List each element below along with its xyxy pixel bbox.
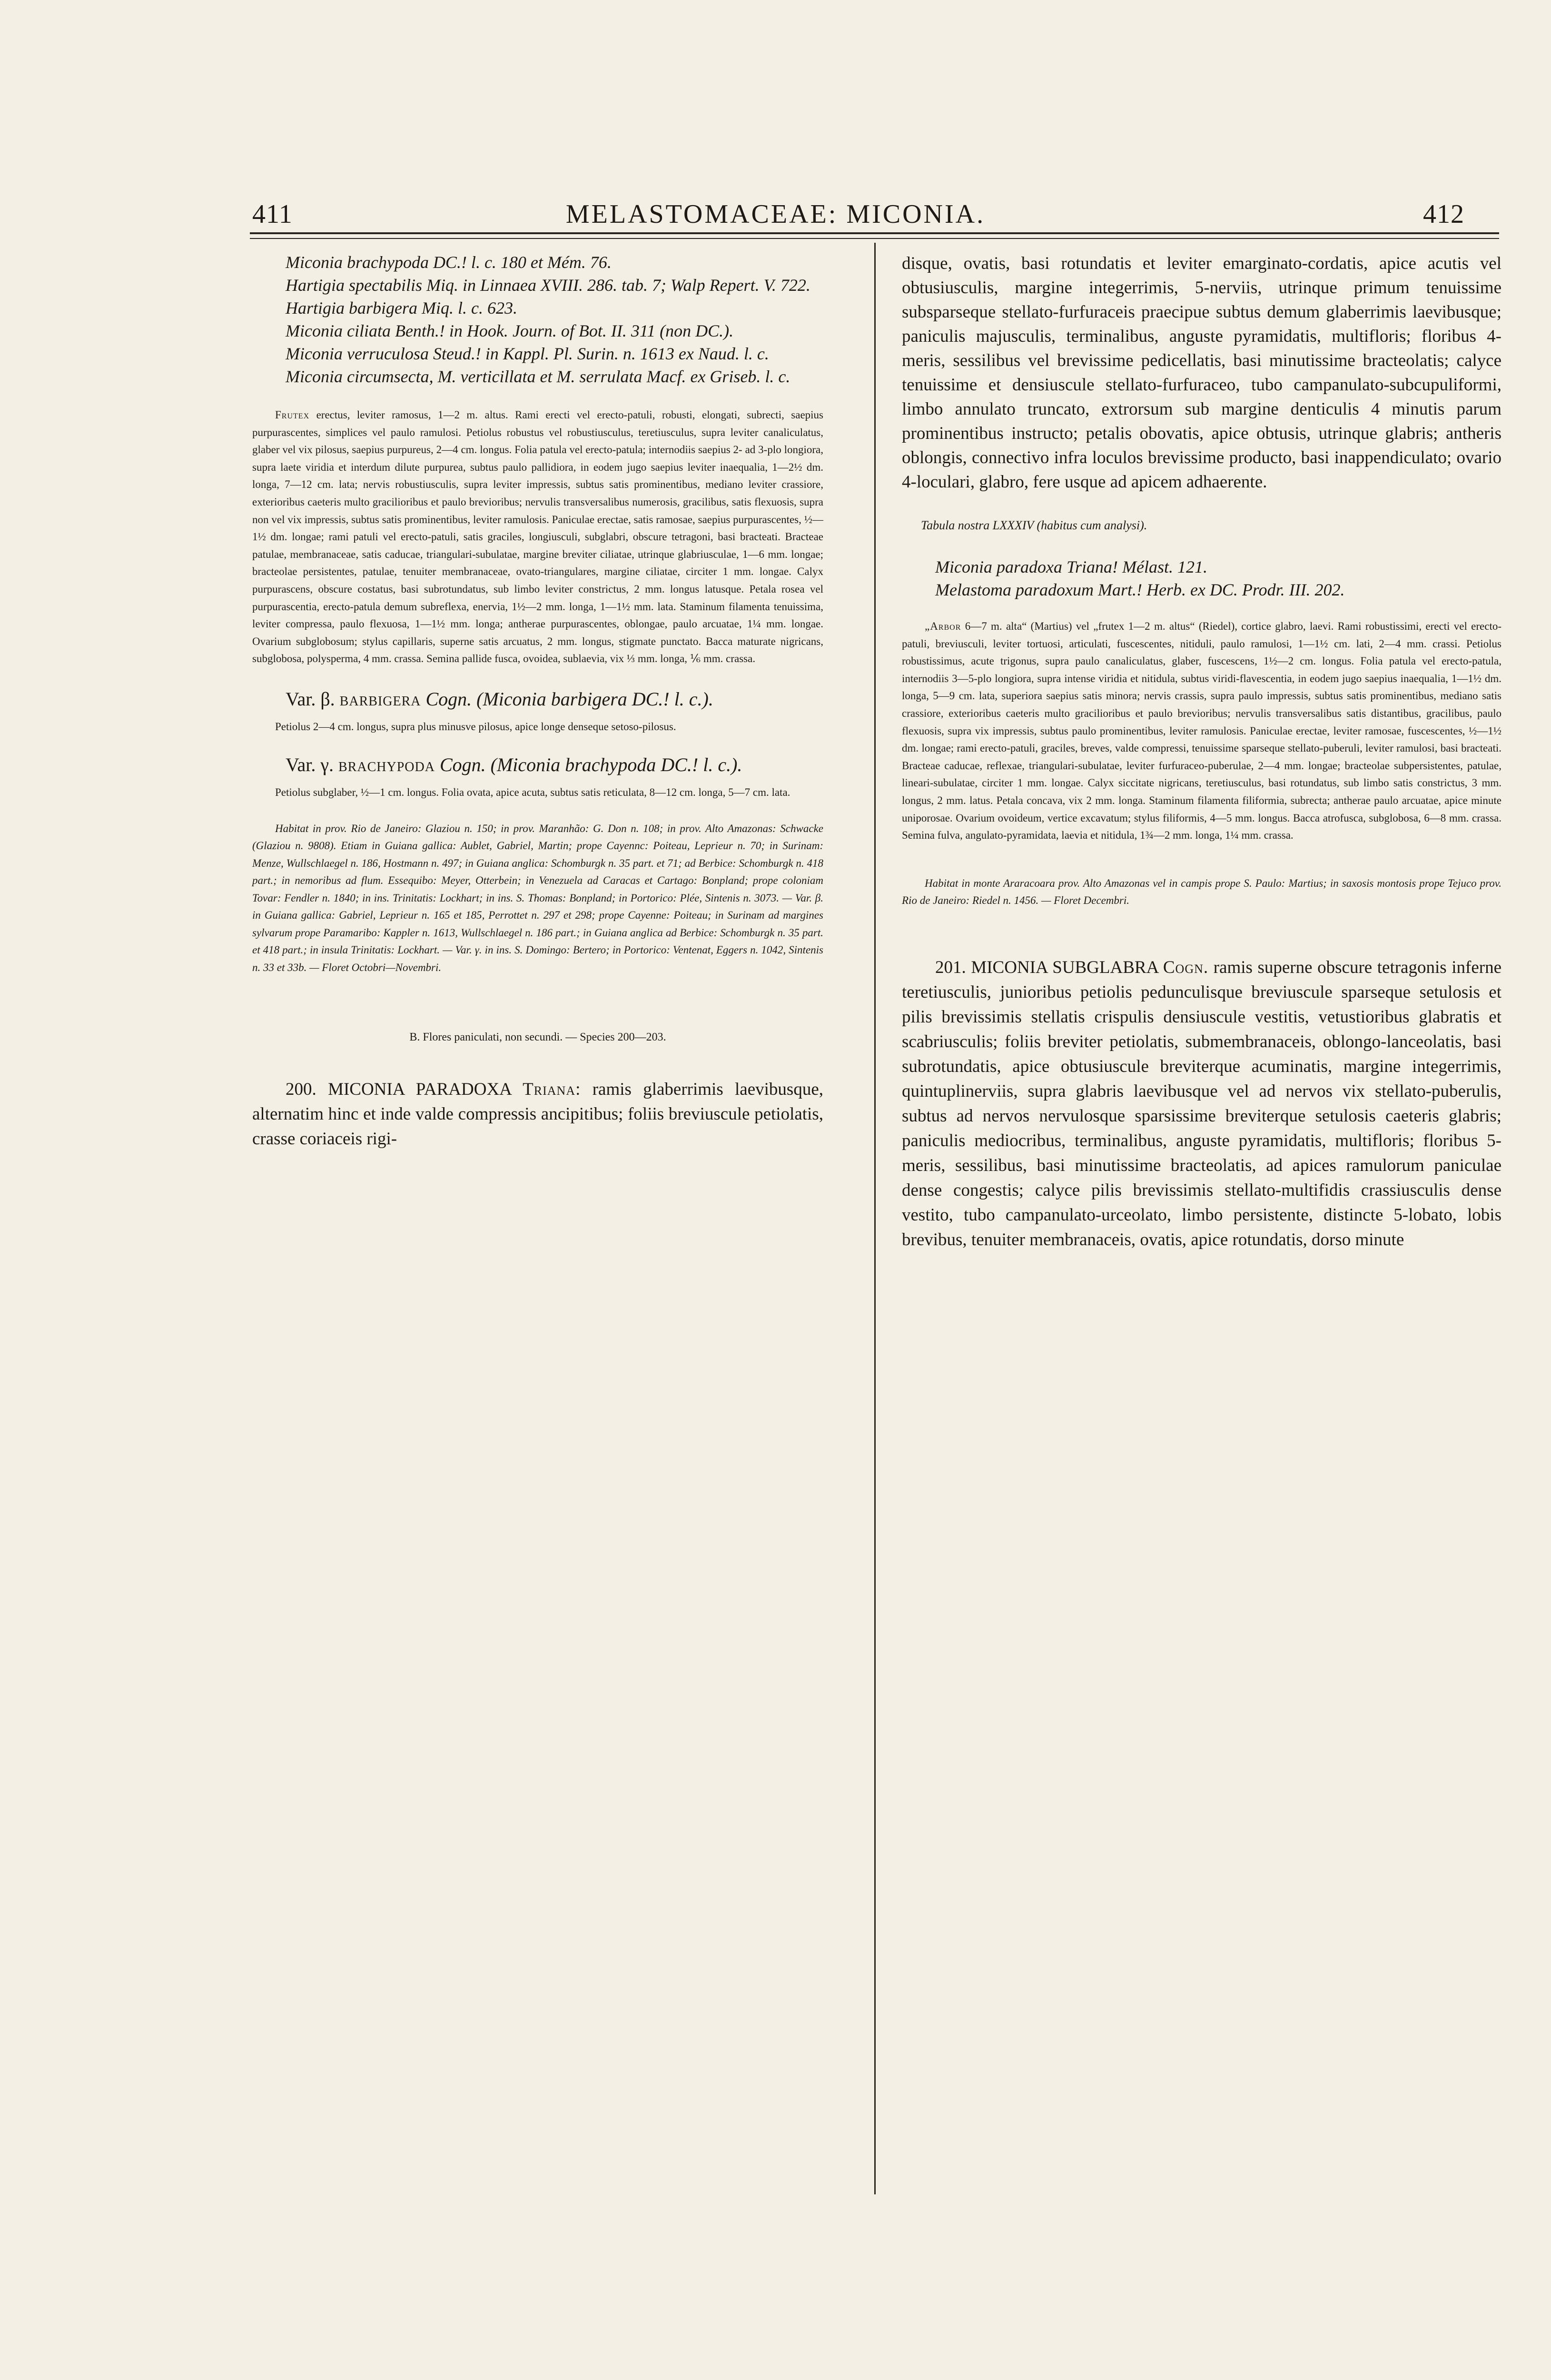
species-name: MICONIA PARADOXA bbox=[328, 1080, 511, 1100]
species-200 bbox=[252, 1077, 823, 1151]
species-name: MICONIA SUBGLABRA bbox=[971, 957, 1158, 977]
variety-name: barbigera bbox=[339, 688, 421, 710]
variety-heading bbox=[252, 687, 823, 712]
description-text: erectus, leviter ramosus, 1—2 m. altus. Rami erecti vel erecto-patuli, robusti, elongati, subrecti, saepius purpurascentes, simplices vel paulo ramulosi. Petiolus robustus vel robustiusculus, teretiusculus, supra leviter canaliculatus, glaber vel vix pilosus, saepius purpureus, 2—4 cm. longus. Folia patula vel erecto-patula; internodiis saepius 2- ad 3-plo longiora, supra laete viridia et interdum dilute purpurea, subtus paulo pallidiora, in eodem jugo saepius leviter inaequalia, 1—2½ dm. longa, 7—12 cm. lata; nervis robustiusculis, supra leviter impressis, subtus satis prominentibus, mediano leviter crassiore, exterioribus caeteris multo gracilioribus et paulo brevioribus; nervulis transversalibus numerosis, gracilibus, satis flexuosis, supra non vel vix impressis, subtus satis prominentibus, leviter ramulosis. Paniculae erectae, satis ramosae, saepius purpurascentes, ½—1½ dm. longae; rami patuli vel erecto-patuli, satis graciles, longiusculi, subglabri, obscure tetragoni, basi bracteati. Bracteae patulae, membranaceae, satis caducae, triangulari-subulatae, margine breviter ciliatae, utrinque glabriusculae, 1—6 mm. longae; bracteolae persistentes, patulae, tenuiter membranaceae, ovato-triangulares, margine ciliatae, circiter 1 mm. longae. Calyx purpurascens, obscure costatus, basi subrotundatus, sub limbo leviter constrictus, 2 mm. longus latusque. Petala rosea vel purpurascentia, erecto-patula demum subreflexa, enervia, 1½—2 mm. longa, 1—1½ mm. lata. Staminum filamenta tenuissima, leviter compressa, paulo flexuosa, 1—1½ mm. longa; antherae purpurascentes, oblongae, paulo arcuatae, 1¼ mm. longae. Ovarium subglobosum; stylus capillaris, superne satis arcuatus, 2 mm. longus, stigmate punctato. Bacca maturate nigricans, subglobosa, polysperma, 4 mm. crassa. Semina pallide fusca, ovoidea, sublaevia, vix ⅓ mm. longa, ⅙ mm. crassa. bbox=[252, 409, 823, 665]
species-description bbox=[902, 618, 1502, 844]
species-201 bbox=[902, 955, 1502, 1252]
page-number-right: 412 bbox=[1423, 199, 1464, 229]
habitat-paragraph: Habitat in monte Araracoara prov. Alto Amazonas vel in campis prope S. Paulo: Martius; in saxosis montosis prope Tejuco prov. Rio de Janeiro: Riedel n. 1456. — Floret Decembri. bbox=[902, 877, 1502, 907]
running-head: MELASTOMACEAE: MICONIA. bbox=[565, 199, 986, 229]
synonym: Miconia brachypoda DC.! l. c. 180 et Mém. 76. bbox=[286, 253, 612, 272]
description-lead: „Arbor bbox=[925, 620, 961, 632]
description-text: 6—7 m. alta“ (Martius) vel „frutex 1—2 m. altus“ (Riedel), cortice glabro, laevi. Rami robustissimi, erecti vel erecto-patuli, breviusculi, leviter tortuosi, articulati, fuscescentes, nitiduli, paulo ramulosi, 1—1½ cm. lati, 2—4 mm. crassi. Petiolus robustissimus, acute trigonus, supra paulo canaliculatus, glaber, fuscescens, 1½—2 cm. longus. Folia patula vel erecto-patula, internodiis 3—5-plo longiora, supra intense viridia et nitidula, subtus viridi-flavescentia, in eodem jugo saepius inaequalia, 1—1½ dm. longa, 5—9 cm. lata, superiora saepius satis minora; nervis crassis, supra paulo impressis, subtus satis prominentibus, mediano satis crassiore, exterioribus caeteris multo gracilioribus et paulo brevioribus; nervulis transversalibus satis distantibus, gracilibus, paulo flexuosis, supra vix impressis, subtus paulo prominentibus, leviter ramulosis. Paniculae erectae, leviter ramosae, fuscescentes, ½—1½ dm. longae; rami erecto-patuli, graciles, breves, valde compressi, tenuissime sparseque stellato-puberuli, leviter ramulosi, basi bracteati. Bracteae caducae, reflexae, triangulari-subulatae, leviter furfuraceo-puberulae, 2—4 mm. longae; bracteolae subpersistentes, patulae, lineari-subulatae, circiter 1 mm. longae. Calyx siccitate nigricans, teretiusculus, basi rotundatus, sub limbo satis constrictus, 3 mm. longus, 2 mm. latus. Petala concava, vix 2 mm. longa. Staminum filamenta filiformia, subrecta; antherae paulo arcuatae, apice minute uniporosae. Ovarium ovoideum, vertice excavatum; stylus filiformis, 4—5 mm. longus. Bacca atrofusca, subglobosa, 6—8 mm. crassa. Semina fulva, angulato-pyramidata, laevia et nitidula, 1¾—2 mm. longa, 1¼ mm. crassa. bbox=[902, 620, 1502, 842]
section-heading: B. Flores paniculati, non secundi. — Species 200—203. bbox=[409, 1031, 666, 1044]
variety-name: brachypoda bbox=[338, 754, 435, 775]
species-diagnosis: ramis superne obscure tetragonis inferne teretiusculis, junioribus petiolis pedunculisque breviuscule sparseque setulosis et pilis brevissimis stellatis crispulis densiuscule vestitis, vetustioribus glabratis et scabriusculis; foliis breviter petiolatis, submembranaceis, oblongo-lanceolatis, basi subrotundatis, apice obtusiuscule breviterque acuminatis, margine integerrimis, quintuplinerviis, supra glabris laevibusque vel ad nervos vix stellato-puberulis, subtus ad nervos nervulosque sparsissime breviterque setulosis caeteris glabris; paniculis mediocribus, terminalibus, anguste pyramidatis, multifloris; floribus 5-meris, sessilibus, basi minutissime bracteolatis, ad apices ramulorum paniculae dense congestis; calyce pilis brevissimis stellato-multifidis crassiusculis dense vestito, tubo campanulato-urceolato, limbo persistente, distincte 5-lobato, lobis brevibus, tenuiter membranaceis, ovatis, apice rotundatis, dorso minute bbox=[902, 957, 1502, 1250]
header-rule bbox=[250, 232, 1499, 234]
variety-authority: Cogn. (Miconia brachypoda DC.! l. c.). bbox=[439, 754, 742, 775]
species-description bbox=[252, 407, 823, 668]
page-number-left: 411 bbox=[252, 199, 293, 229]
column-divider bbox=[874, 243, 876, 2194]
variety-label: Var. β. bbox=[286, 688, 335, 710]
species-diagnosis: ramis glaberrimis laevibusque, alternatim hinc et inde valde compressis ancipitibus; foliis breviuscule petiolatis, crasse coriaceis rigi- bbox=[252, 1080, 824, 1149]
synonym: Miconia ciliata Benth.! in Hook. Journ. of Bot. II. 311 (non DC.). bbox=[286, 321, 734, 340]
right-column bbox=[902, 251, 1502, 1252]
synonym: Hartigia barbigera Miq. l. c. 623. bbox=[286, 298, 517, 317]
diagnosis-continuation: disque, ovatis, basi rotundatis et leviter emarginato-cordatis, apice acutis vel obtusiusculis, margine integerrimis, 5-nerviis, utrinque primum tenuissime subsparseque stellato-furfuraceis praecipue subtus demum glaberrimis laevibusque; paniculis majusculis, terminalibus, anguste pyramidatis, multifloris; floribus 4-meris, sessilibus vel brevissime pedicellatis, basi minutissime bracteolatis; calyce tenuissime et densiuscule stellato-furfuraceo, tubo campanulato-subcupuliformi, limbo annulato truncato, extrorsum sub margine denticulis 4 minutis parum prominentibus instructo; petalis obovatis, apice obtusis, utrinque glabris; antheris oblongis, connectivo infra loculos brevissime producto, basi inappendiculato; ovario 4-loculari, glabro, fere usque ad apicem adhaerente. bbox=[902, 254, 1502, 492]
left-column bbox=[252, 251, 823, 1151]
description-lead: Frutex bbox=[275, 409, 310, 421]
species-number: 200. bbox=[286, 1080, 316, 1100]
species-author: Triana: bbox=[523, 1080, 581, 1100]
variety-description: Petiolus subglaber, ½—1 cm. longus. Folia ovata, apice acuta, subtus satis reticulata, 8—12 cm. longa, 5—7 cm. lata. bbox=[275, 786, 790, 798]
plate-reference: Tabula nostra LXXXIV (habitus cum analysi). bbox=[921, 518, 1147, 532]
variety-heading bbox=[252, 753, 823, 777]
header-rule-thin bbox=[250, 238, 1499, 239]
synonym: Miconia circumsecta, M. verticillata et M. serrulata Macf. ex Griseb. l. c. bbox=[286, 367, 790, 386]
synonym: Miconia verruculosa Steud.! in Kappl. Pl. Surin. n. 1613 ex Naud. l. c. bbox=[286, 344, 769, 363]
species-author: Cogn. bbox=[1163, 957, 1209, 977]
variety-authority: Cogn. (Miconia barbigera DC.! l. c.). bbox=[425, 688, 713, 710]
synonym: Hartigia spectabilis Miq. in Linnaea XVIII. 286. tab. 7; Walp Repert. V. 722. bbox=[286, 276, 810, 295]
synonym: Miconia paradoxa Triana! Mélast. 121. bbox=[935, 557, 1207, 576]
synonym: Melastoma paradoxum Mart.! Herb. ex DC. Prodr. III. 202. bbox=[935, 580, 1345, 599]
variety-description: Petiolus 2—4 cm. longus, supra plus minusve pilosus, apice longe denseque setoso-pilosus. bbox=[275, 720, 676, 733]
variety-label: Var. γ. bbox=[286, 754, 334, 775]
species-number: 201. bbox=[935, 957, 966, 977]
habitat-paragraph: Habitat in prov. Rio de Janeiro: Glaziou n. 150; in prov. Maranhão: G. Don n. 108; in prov. Alto Amazonas: Schwacke (Glaziou n. 9808). Etiam in Guiana gallica: Aublet, Gabriel, Martin; prope Cayennc: Poiteau, Leprieur n. 70; in Surinam: Menze, Wullschlaegel n. 186, Hostmann n. 497; in Guiana anglica: Schomburgk n. 35 part. et 71; ad Berbice: Schomburgk n. 418 part.; in nemoribus ad flum. Essequibo: Meyer, Otterbein; in Venezuela ad Caracas et Cartago: Bonpland; prope coloniam Tovar: Fendler n. 1840; in ins. Trinitatis: Lockhart; in ins. S. Thomas: Bonpland; in Portorico: Plée, Sintenis n. 3073. — Var. β. in Guiana gallica: Gabriel, Leprieur n. 165 et 185, Perrottet n. 297 et 298; prope Cayenne: Poiteau; in Surinam ad margines sylvarum prope Paramaribo: Kappler n. 1613, Wullschlaegel n. 186 part.; in Guiana anglica ad Berbice: Schomburgk n. 35 part. et 418 part.; in insula Trinitatis: Lockhart. — Var. γ. in ins. S. Domingo: Bertero; in Portorico: Ventenat, Eggers n. 1042, Sintenis n. 33 et 33b. — Floret Octobri—Novembri. bbox=[252, 822, 823, 973]
